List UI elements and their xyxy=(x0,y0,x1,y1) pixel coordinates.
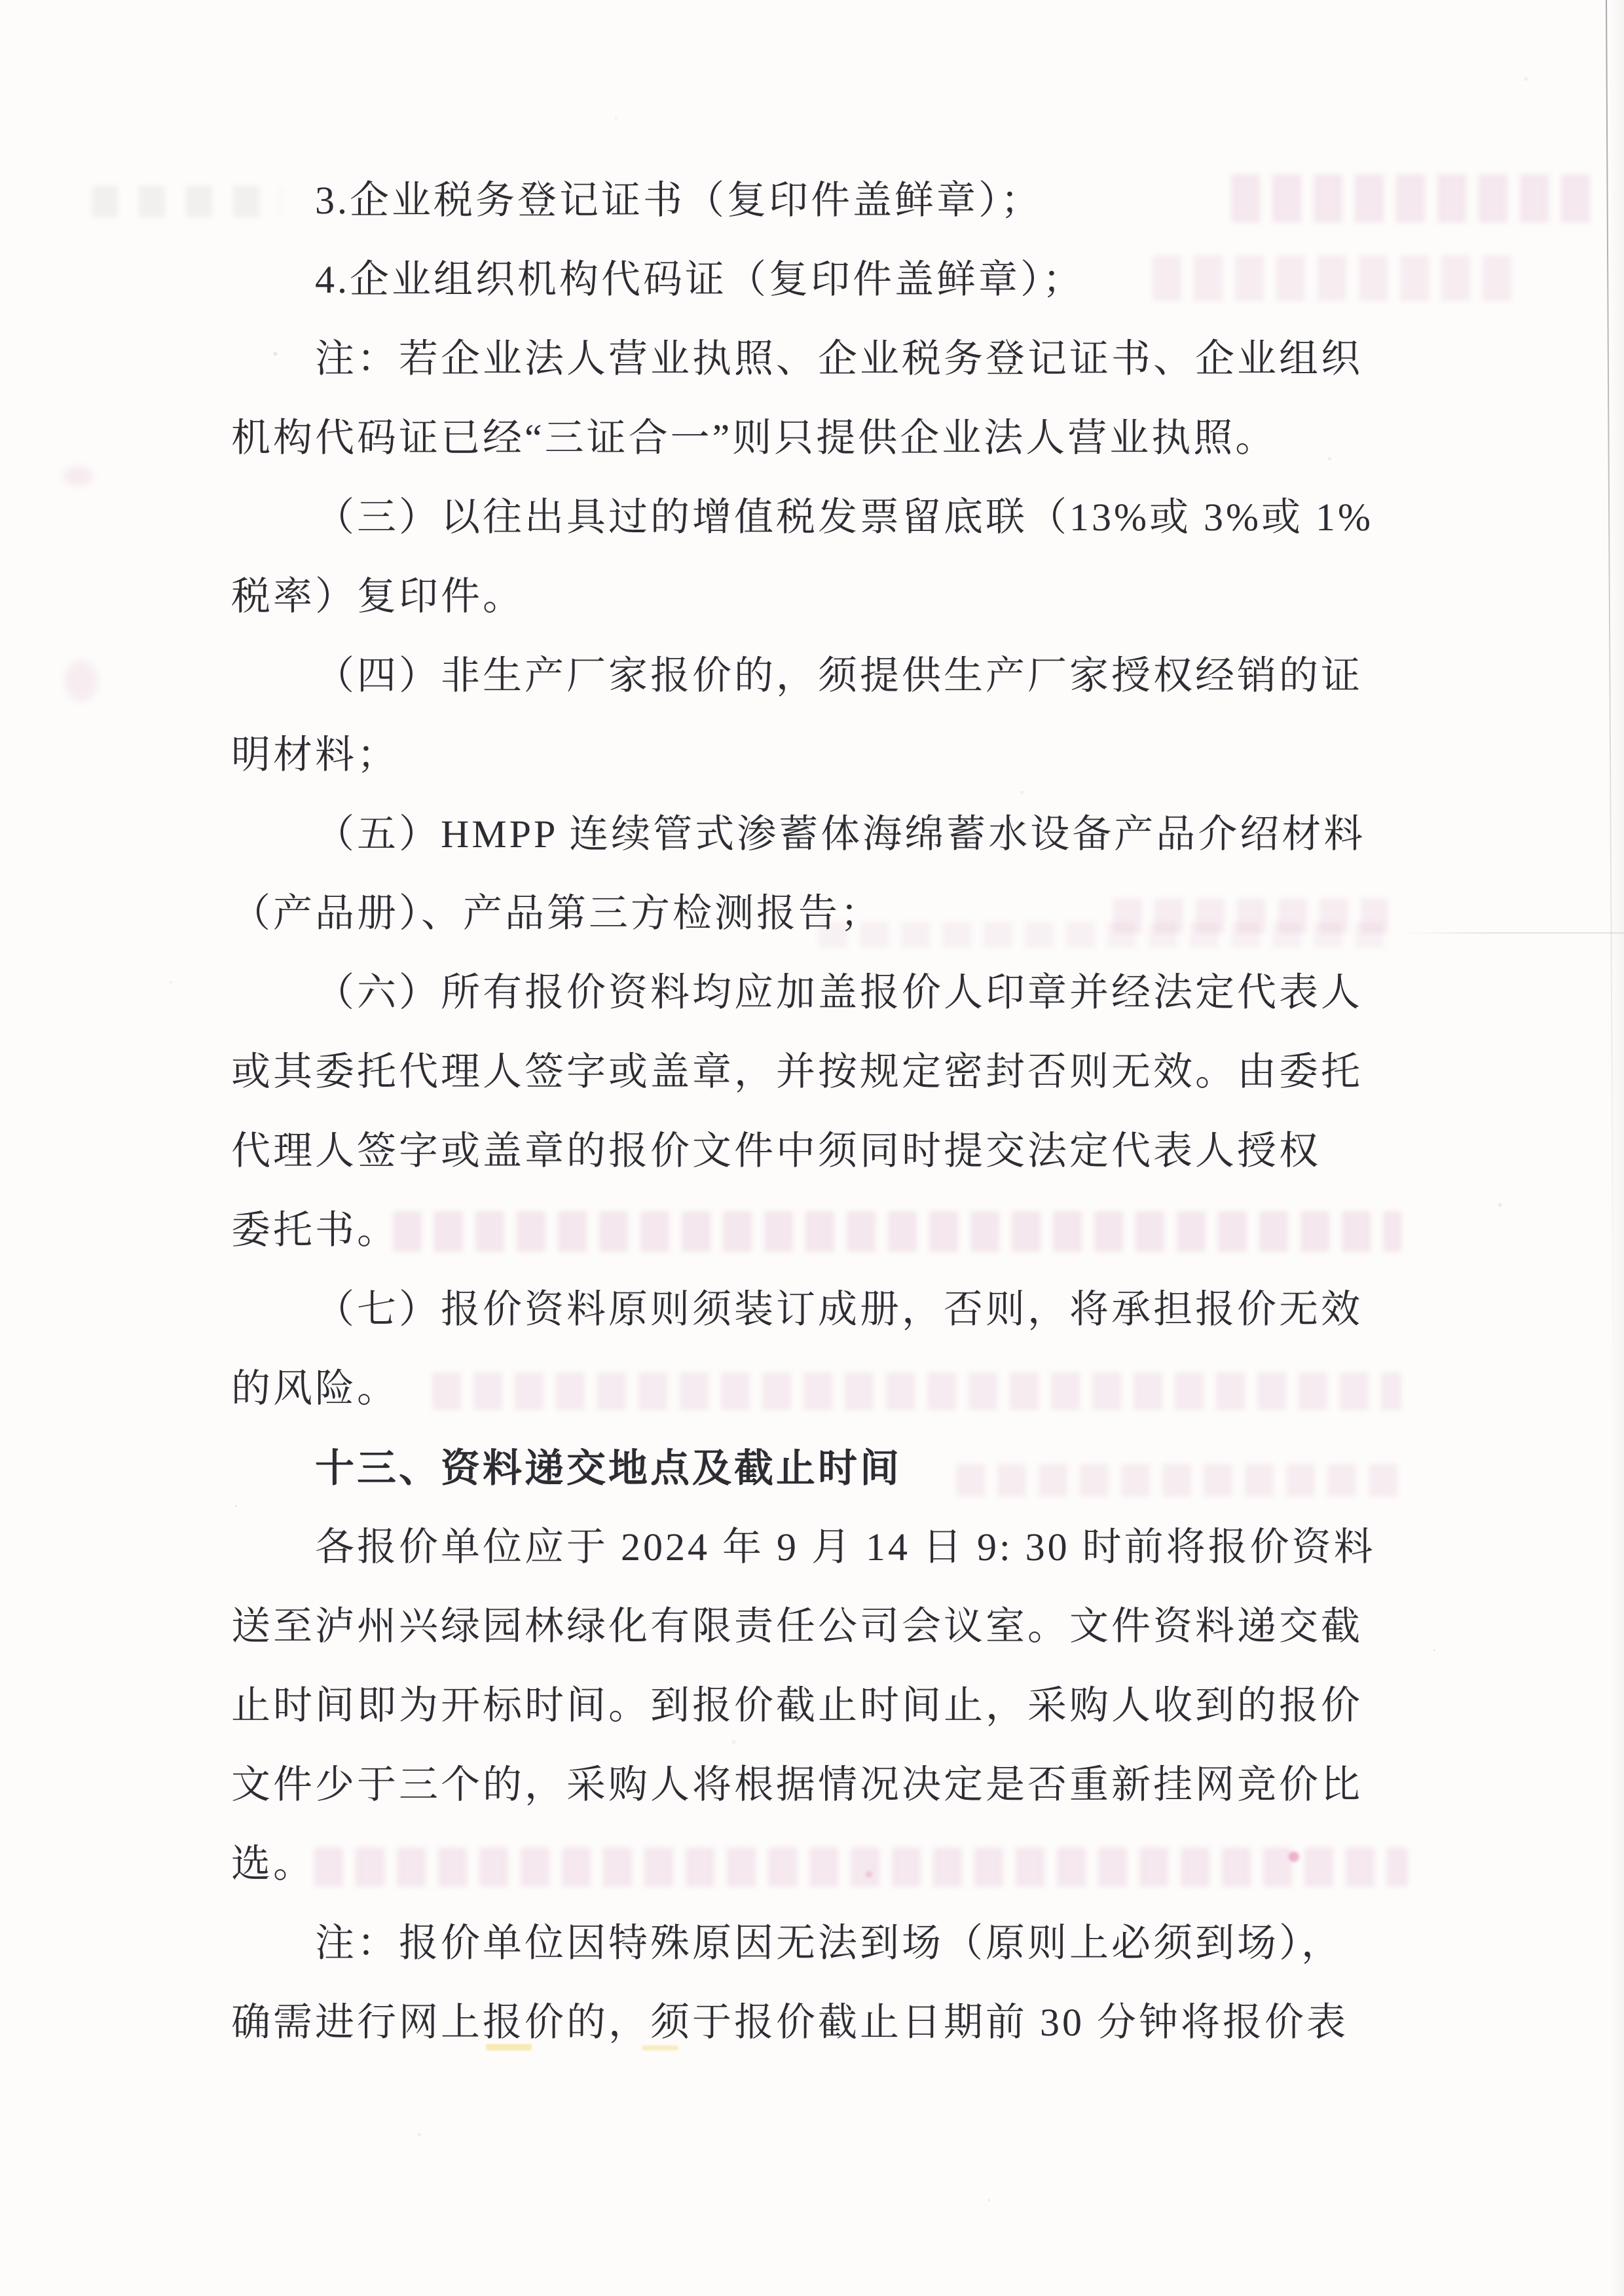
scan-speckles xyxy=(0,0,1,1)
doc-line: 确需进行网上报价的，须于报价截止日期前 30 分钟将报价表 xyxy=(231,2001,1348,2044)
doc-line: 文件少于三个的，采购人将根据情况决定是否重新挂网竞价比 xyxy=(231,1763,1363,1806)
doc-line-clause-5: （五）HMPP 连续管式渗蓄体海绵蓄水设备产品介绍材料 xyxy=(315,812,1366,856)
doc-line: 代理人签字或盖章的报价文件中须同时提交法定代表人授权 xyxy=(231,1129,1321,1173)
page-edge-shadow xyxy=(1610,0,1624,2296)
doc-line-item-4: 4.企业组织机构代码证（复印件盖鲜章）； xyxy=(315,258,1084,301)
doc-line: 的风险。 xyxy=(231,1367,399,1410)
doc-line: 止时间即为开标时间。到报价截止时间止，采购人收到的报价 xyxy=(231,1684,1363,1727)
doc-line-clause-7: （七）报价资料原则须装订成册，否则，将承担报价无效 xyxy=(315,1288,1363,1331)
doc-line-item-3: 3.企业税务登记证书（复印件盖鲜章）； xyxy=(315,179,1043,222)
doc-line-clause-3: （三）以往出具过的增值税发票留底联（13%或 3%或 1% xyxy=(315,496,1373,539)
document-body xyxy=(231,161,1423,2062)
doc-line: 税率）复印件。 xyxy=(231,575,525,618)
doc-line-clause-6: （六）所有报价资料均应加盖报价人印章并经法定代表人 xyxy=(315,971,1363,1014)
doc-line-note-1: 注：若企业法人营业执照、企业税务登记证书、企业组织 xyxy=(315,337,1363,380)
doc-line-note-2: 注：报价单位因特殊原因无法到场（原则上必须到场）， xyxy=(315,1922,1343,1965)
doc-line: 明材料； xyxy=(231,733,399,776)
doc-line-clause-4: （四）非生产厂家报价的，须提供生产厂家授权经销的证 xyxy=(315,654,1363,697)
doc-line: 或其委托代理人签字或盖章，并按规定密封否则无效。由委托 xyxy=(231,1050,1363,1093)
doc-line: 选。 xyxy=(231,1842,315,1886)
section-heading-13: 十三、资料递交地点及截止时间 xyxy=(315,1446,902,1490)
doc-line: （产品册）、产品第三方检测报告； xyxy=(231,892,882,935)
scan-artifact-horizontal-line xyxy=(1401,932,1624,934)
doc-line: 送至泸州兴绿园林绿化有限责任公司会议室。文件资料递交截 xyxy=(231,1605,1363,1648)
bleedthrough-mark xyxy=(64,660,98,702)
bleedthrough-mark xyxy=(63,466,93,486)
doc-line-deadline: 各报价单位应于 2024 年 9 月 14 日 9: 30 时前将报价资料 xyxy=(315,1525,1376,1569)
doc-line: 机构代码证已经“三证合一”则只提供企业法人营业执照。 xyxy=(231,416,1278,460)
doc-line: 委托书。 xyxy=(231,1209,399,1252)
